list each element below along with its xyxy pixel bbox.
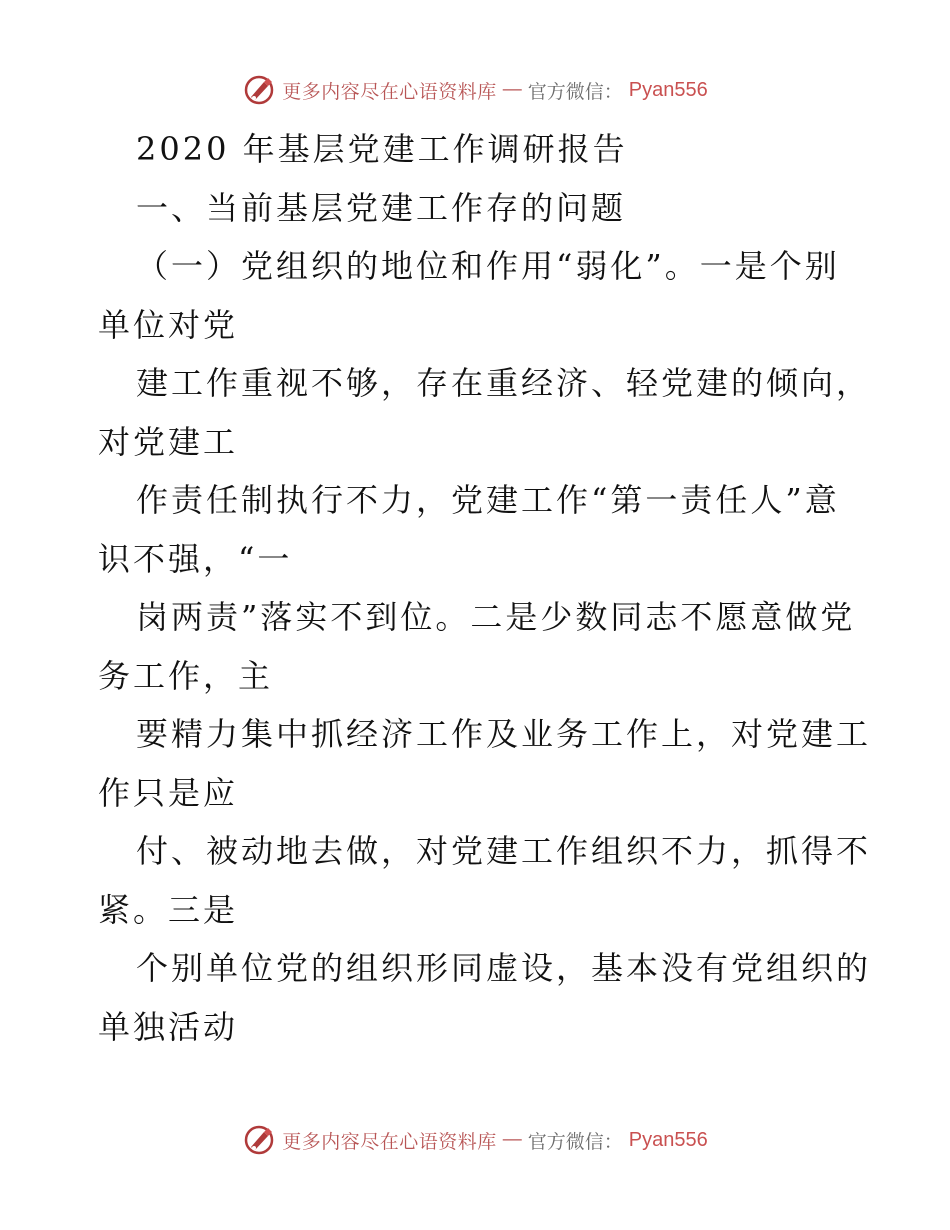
watermark-contact-label: 官方微信：	[527, 1130, 623, 1153]
text-line: 单位对党	[98, 305, 239, 344]
watermark-contact-id: Pyan556	[628, 1128, 708, 1151]
document-body	[98, 120, 872, 1056]
text-line: 识不强，“一	[98, 539, 293, 578]
text-line: 岗两责”落实不到位。二是少数同志不愿意做党	[136, 598, 856, 636]
watermark-separator: —	[502, 1129, 522, 1150]
text-line: 要精力集中抓经济工作及业务工作上，对党建工	[136, 715, 872, 753]
pen-logo-icon	[242, 1123, 276, 1157]
document-title: 2020 年基层党建工作调研报告	[136, 130, 628, 168]
text-line: 单独活动	[98, 1007, 239, 1046]
watermark-site-text: 更多内容尽在心语资料库	[282, 80, 497, 103]
header-watermark	[0, 70, 950, 110]
text-line: 作责任制执行不力，党建工作“第一责任人”意	[136, 481, 840, 519]
pen-logo-icon	[242, 73, 276, 107]
watermark-contact-id: Pyan556	[628, 78, 708, 101]
section-heading: 一、当前基层党建工作存的问题	[136, 188, 627, 227]
text-line: 个别单位党的组织形同虚设，基本没有党组织的	[136, 949, 872, 987]
text-line: 付、被动地去做，对党建工作组织不力，抓得不	[136, 832, 872, 870]
watermark-separator: —	[502, 79, 522, 100]
watermark-site-text: 更多内容尽在心语资料库	[282, 1130, 497, 1153]
text-line: 紧。三是	[98, 890, 239, 929]
text-line: 建工作重视不够，存在重经济、轻党建的倾向，	[136, 364, 872, 402]
text-line: 务工作，主	[98, 656, 274, 695]
text-line: （一）党组织的地位和作用“弱化”。一是个别	[136, 247, 840, 285]
text-line: 对党建工	[98, 422, 239, 461]
footer-watermark	[0, 1120, 950, 1160]
watermark-contact-label: 官方微信：	[527, 80, 623, 103]
text-line: 作只是应	[98, 773, 239, 812]
